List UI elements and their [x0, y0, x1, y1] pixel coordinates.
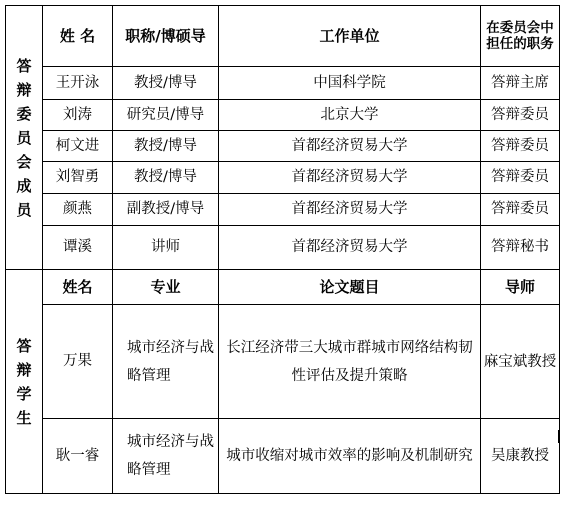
student-row [6, 419, 560, 494]
member-name: 谭溪 [43, 226, 113, 270]
member-name: 柯文进 [43, 131, 113, 162]
member-role: 答辩委员 [481, 162, 560, 194]
committee-row [6, 67, 560, 100]
member-title: 讲师 [113, 226, 219, 270]
member-role: 答辩委员 [481, 194, 560, 226]
header-major: 专业 [113, 270, 219, 305]
header-name: 姓 名 [43, 6, 113, 67]
header-thesis-title: 论文题目 [219, 270, 481, 305]
member-title: 副教授/博导 [113, 194, 219, 226]
member-name: 刘涛 [43, 100, 113, 131]
student-thesis-title: 长江经济带三大城市群城市网络结构韧性评估及提升策略 [219, 305, 481, 419]
students-side-label: 答辩学生 [6, 270, 43, 494]
committee-row [6, 131, 560, 162]
student-thesis-title: 城市收缩对城市效率的影响及机制研究 [219, 419, 481, 494]
member-role: 答辩主席 [481, 67, 560, 100]
committee-side-label: 答辩委员会成员 [6, 6, 43, 270]
header-advisor: 导师 [481, 270, 560, 305]
student-major: 城市经济与战略管理 [113, 419, 219, 494]
member-title: 研究员/博导 [113, 100, 219, 131]
committee-row [6, 194, 560, 226]
student-advisor: 吴康教授 [481, 419, 560, 494]
member-name: 颜燕 [43, 194, 113, 226]
student-major: 城市经济与战略管理 [113, 305, 219, 419]
students-header-row [6, 270, 560, 305]
committee-row [6, 226, 560, 270]
member-name: 刘智勇 [43, 162, 113, 194]
member-title: 教授/博导 [113, 131, 219, 162]
member-role: 答辩秘书 [481, 226, 560, 270]
member-institution: 首都经济贸易大学 [219, 131, 481, 162]
member-institution: 首都经济贸易大学 [219, 226, 481, 270]
member-title: 教授/博导 [113, 67, 219, 100]
member-title: 教授/博导 [113, 162, 219, 194]
committee-row [6, 100, 560, 131]
student-row [6, 305, 560, 419]
edge-mark [558, 430, 560, 443]
committee-header-row [6, 6, 560, 67]
committee-row [6, 162, 560, 194]
header-student-name: 姓名 [43, 270, 113, 305]
header-institution: 工作单位 [219, 6, 481, 67]
header-title: 职称/博硕导 [113, 6, 219, 67]
student-name: 万果 [43, 305, 113, 419]
member-name: 王开泳 [43, 67, 113, 100]
member-role: 答辩委员 [481, 100, 560, 131]
member-institution: 首都经济贸易大学 [219, 194, 481, 226]
student-advisor: 麻宝斌教授 [481, 305, 560, 419]
member-institution: 首都经济贸易大学 [219, 162, 481, 194]
header-role: 在委员会中担任的职务 [481, 6, 560, 67]
student-name: 耿一睿 [43, 419, 113, 494]
member-institution: 北京大学 [219, 100, 481, 131]
member-institution: 中国科学院 [219, 67, 481, 100]
defense-table [5, 5, 560, 494]
member-role: 答辩委员 [481, 131, 560, 162]
